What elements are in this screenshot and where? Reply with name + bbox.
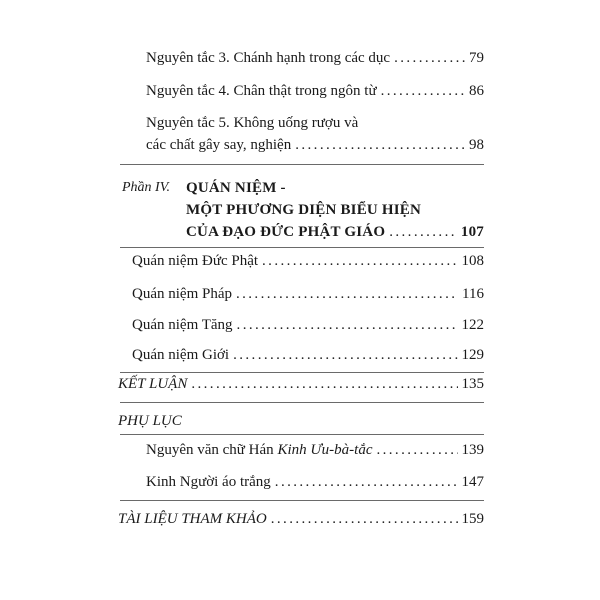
section-divider [120, 164, 484, 165]
dot-leader [376, 439, 457, 461]
dot-leader [236, 283, 458, 305]
entry-page: 129 [461, 347, 484, 363]
entry-title: Quán niệm Đức Phật [132, 253, 259, 269]
toc-entry-buddha[interactable] [132, 250, 484, 272]
dot-leader [394, 47, 465, 69]
entry-title-prefix: Nguyên văn chữ Hán [146, 442, 278, 458]
section-divider [120, 402, 484, 403]
entry-title: TÀI LIỆU THAM KHẢO [118, 511, 267, 527]
entry-page: 107 [460, 224, 484, 240]
toc-entry-references[interactable] [118, 508, 484, 530]
entry-page: 135 [461, 376, 484, 392]
entry-page: 122 [461, 317, 484, 333]
dot-leader [275, 471, 458, 493]
entry-page: 116 [462, 286, 484, 302]
toc-entry-sangha[interactable] [132, 314, 484, 336]
entry-title: Nguyên tắc 3. Chánh hạnh trong các dục [146, 50, 391, 66]
entry-title: Quán niệm Tăng [132, 317, 233, 333]
entry-title: các chất gây say, nghiện [146, 137, 292, 153]
part-iv-title-line3: CỦA ĐẠO ĐỨC PHẬT GIÁO [186, 224, 386, 240]
entry-page: 108 [461, 253, 484, 269]
dot-leader [191, 373, 457, 395]
toc-entry-principle-3[interactable] [146, 47, 484, 69]
entry-page: 147 [461, 474, 484, 490]
entry-title: KẾT LUẬN [118, 376, 188, 392]
entry-title: Quán niệm Giới [132, 347, 230, 363]
dot-leader [381, 80, 465, 102]
entry-title [146, 439, 372, 461]
dot-leader [237, 314, 458, 336]
dot-leader [295, 134, 465, 156]
entry-page: 98 [469, 137, 484, 153]
entry-title: Quán niệm Pháp [132, 286, 232, 302]
entry-page: 139 [461, 442, 484, 458]
toc-entry-part-iv[interactable] [186, 221, 484, 243]
toc-entry-principle-5-line1: Nguyên tắc 5. Không uống rượu và [146, 115, 359, 131]
toc-entry-precepts[interactable] [132, 344, 484, 366]
part-iv-label: Phần IV. [122, 180, 170, 195]
dot-leader [389, 221, 457, 243]
section-divider [120, 434, 484, 435]
entry-title-italic: Kinh Ưu-bà-tắc [277, 442, 373, 458]
toc-heading-appendix[interactable]: PHỤ LỤC [118, 413, 182, 429]
entry-title: Nguyên tắc 4. Chân thật trong ngôn từ [146, 83, 377, 99]
section-divider [120, 247, 484, 248]
part-iv-title-line2: MỘT PHƯƠNG DIỆN BIỂU HIỆN [186, 202, 422, 218]
entry-page: 86 [469, 83, 484, 99]
dot-leader [271, 508, 458, 530]
toc-entry-dharma[interactable] [132, 283, 484, 305]
toc-entry-white-robed[interactable] [146, 471, 484, 493]
dot-leader [233, 344, 457, 366]
part-iv-title-line1: QUÁN NIỆM - [186, 180, 286, 196]
dot-leader [262, 250, 457, 272]
entry-title: Kinh Người áo trắng [146, 474, 271, 490]
section-divider [120, 500, 484, 501]
toc-entry-principle-5[interactable] [146, 134, 484, 156]
entry-page: 79 [469, 50, 484, 66]
toc-entry-conclusion[interactable] [118, 373, 484, 395]
toc-entry-principle-4[interactable] [146, 80, 484, 102]
toc-entry-chinese-text[interactable] [146, 439, 484, 461]
entry-page: 159 [461, 511, 484, 527]
